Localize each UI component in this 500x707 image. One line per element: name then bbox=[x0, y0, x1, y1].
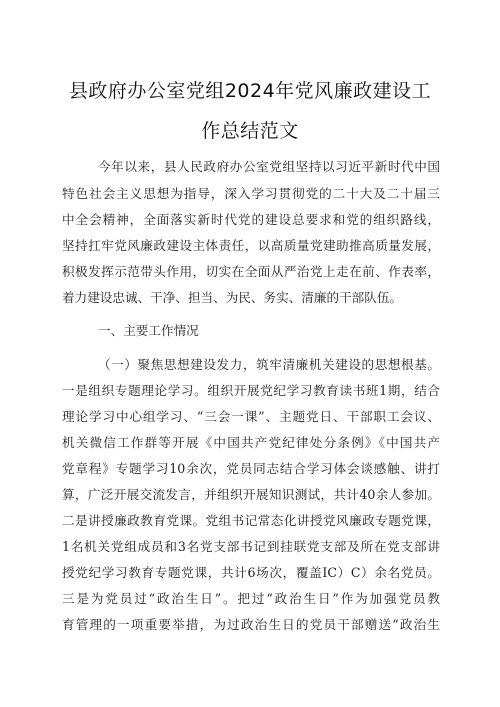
body-line: 理论学习中心组学习、“三会一课”、主题党日、干部职工会议、 bbox=[62, 409, 440, 424]
intro-line: 特色社会主义思想为指导，深入学习贯彻党的二十大及二十届三 bbox=[62, 186, 440, 201]
document-title-line-2: 作总结范文 bbox=[201, 120, 299, 142]
body-line: 授党纪学习教育专题党课，共计6场次，覆盖IC）C）余名党员。 bbox=[62, 565, 440, 580]
intro-line: 着力建设忠诚、干净、担当、为民、务实、清廉的干部队伍。 bbox=[62, 290, 403, 305]
body-line: 机关微信工作群等开展《中国共产党纪律处分条例》《中国共产 bbox=[62, 435, 440, 450]
body-line: 算，广泛开展交流发言，并组织开展知识测试，共计40余人参加。 bbox=[62, 487, 440, 502]
intro-line: 中全会精神，全面落实新时代党的建设总要求和党的组织路线， bbox=[62, 212, 440, 227]
body-line: （一）聚焦思想建设发力，筑牢清廉机关建设的思想根基。 bbox=[98, 357, 440, 372]
document-title-line-1: 县政府办公室党组2024年党风廉政建设工 bbox=[68, 80, 432, 102]
body-line: 一是组织专题理论学习。组织开展党纪学习教育读书班1期，结合 bbox=[62, 383, 440, 398]
body-line: 三是为党员过“政治生日”。把过“政治生日”作为加强党员教 bbox=[62, 591, 440, 606]
body-line: 育管理的一项重要举措，为过政治生日的党员干部赠送“政治生 bbox=[62, 617, 440, 632]
section-heading: 一、主要工作情况 bbox=[98, 323, 199, 338]
intro-line: 坚持扛牢党风廉政建设主体责任，以高质量党建助推高质量发展， bbox=[62, 238, 440, 253]
intro-line: 今年以来，县人民政府办公室党组坚持以习近平新时代中国 bbox=[98, 159, 440, 174]
intro-line: 积极发挥示范带头作用，切实在全面从严治党上走在前、作表率， bbox=[62, 264, 440, 279]
body-line: 二是讲授廉政教育党课。党组书记常态化讲授党风廉政专题党课， bbox=[62, 513, 440, 528]
body-line: 党章程》专题学习10余次，党员同志结合学习体会谈感触、讲打 bbox=[62, 461, 440, 476]
body-line: 1名机关党组成员和3名党支部书记到挂联党支部及所在党支部讲 bbox=[62, 539, 440, 554]
